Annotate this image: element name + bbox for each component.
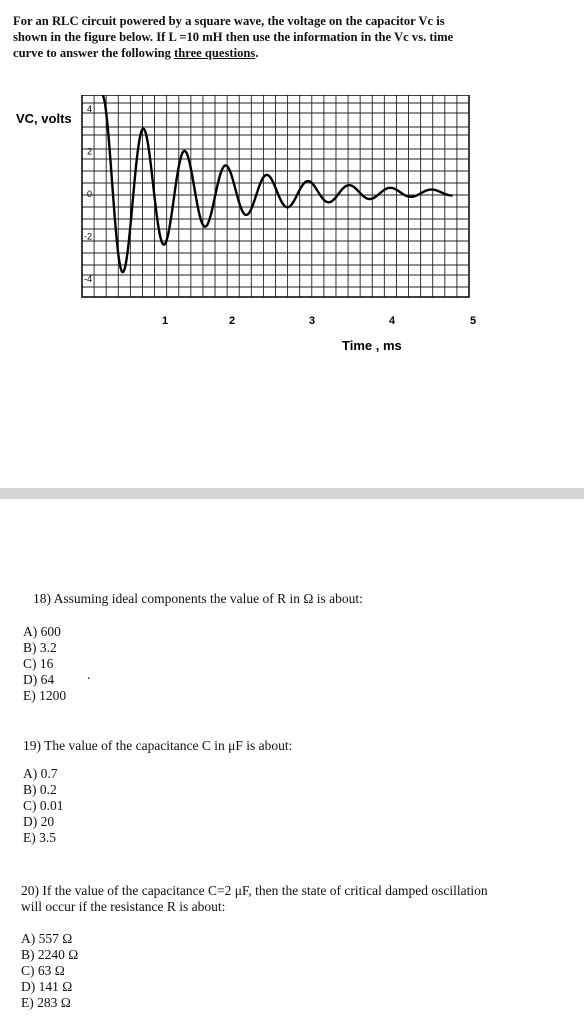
q20-option-c: C) 63 Ω bbox=[21, 963, 65, 978]
intro-line-1: For an RLC circuit powered by a square wave, the voltage on the capacitor Vc is bbox=[13, 14, 445, 28]
question-20 bbox=[21, 883, 488, 915]
x-tick-label: 3 bbox=[308, 315, 316, 327]
x-tick-label: 5 bbox=[469, 315, 477, 327]
x-tick-label: 2 bbox=[228, 315, 236, 327]
intro-period: . bbox=[255, 46, 259, 60]
question-19: 19) The value of the capacitance C in μF is about: bbox=[23, 738, 293, 753]
question-18: 18) Assuming ideal components the value of R in Ω is about: bbox=[33, 591, 363, 606]
q20-option-d: D) 141 Ω bbox=[21, 979, 73, 994]
q20-option-a: A) 557 Ω bbox=[21, 931, 73, 946]
y-tick-label: 4 bbox=[86, 103, 92, 114]
x-axis-label: Time , ms bbox=[342, 338, 402, 353]
stray-dot: . bbox=[87, 668, 91, 683]
q19-option-a: A) 0.7 bbox=[23, 766, 58, 781]
x-tick-label: 4 bbox=[388, 315, 396, 327]
y-axis-label: VC, volts bbox=[16, 111, 72, 126]
q20-line-2: will occur if the resistance R is about: bbox=[21, 899, 226, 914]
intro-line-3 bbox=[13, 45, 573, 61]
y-tick-label: 2 bbox=[86, 146, 92, 157]
q20-option-b: B) 2240 Ω bbox=[21, 947, 79, 962]
q19-option-b: B) 0.2 bbox=[23, 782, 57, 797]
q18-option-e: E) 1200 bbox=[23, 688, 67, 703]
y-tick-label: -4 bbox=[83, 273, 92, 284]
x-tick-labels bbox=[162, 315, 476, 327]
vc-series-line bbox=[103, 95, 453, 272]
q20-option-e: E) 283 Ω bbox=[21, 995, 71, 1010]
y-tick-labels bbox=[84, 104, 92, 284]
intro-line-2: shown in the figure below. If L =10 mH then use the information in the Vc vs. time bbox=[13, 30, 454, 44]
y-tick-label: -2 bbox=[83, 231, 92, 242]
q19-option-e: E) 3.5 bbox=[23, 830, 56, 845]
section-divider bbox=[0, 488, 584, 499]
q18-option-a: A) 600 bbox=[23, 624, 61, 639]
y-tick-label: 0 bbox=[86, 188, 92, 199]
intro-underlined-phrase: three questions bbox=[174, 46, 256, 60]
q18-option-d: D) 64 bbox=[23, 672, 55, 687]
vc-time-chart bbox=[0, 95, 584, 365]
q20-line-1: 20) If the value of the capacitance C=2 μF, then the state of critical damped oscillation bbox=[21, 883, 488, 898]
q19-option-d: D) 20 bbox=[23, 814, 55, 829]
q19-option-c: C) 0.01 bbox=[23, 798, 64, 813]
q19-options bbox=[23, 766, 64, 846]
intro-line-3-text: curve to answer the following bbox=[13, 46, 175, 60]
q18-option-c: C) 16 bbox=[23, 656, 54, 671]
q18-options bbox=[23, 624, 66, 704]
q20-options bbox=[21, 931, 78, 1011]
intro-text bbox=[13, 13, 573, 61]
x-tick-label: 1 bbox=[161, 315, 169, 327]
q18-option-b: B) 3.2 bbox=[23, 640, 57, 655]
